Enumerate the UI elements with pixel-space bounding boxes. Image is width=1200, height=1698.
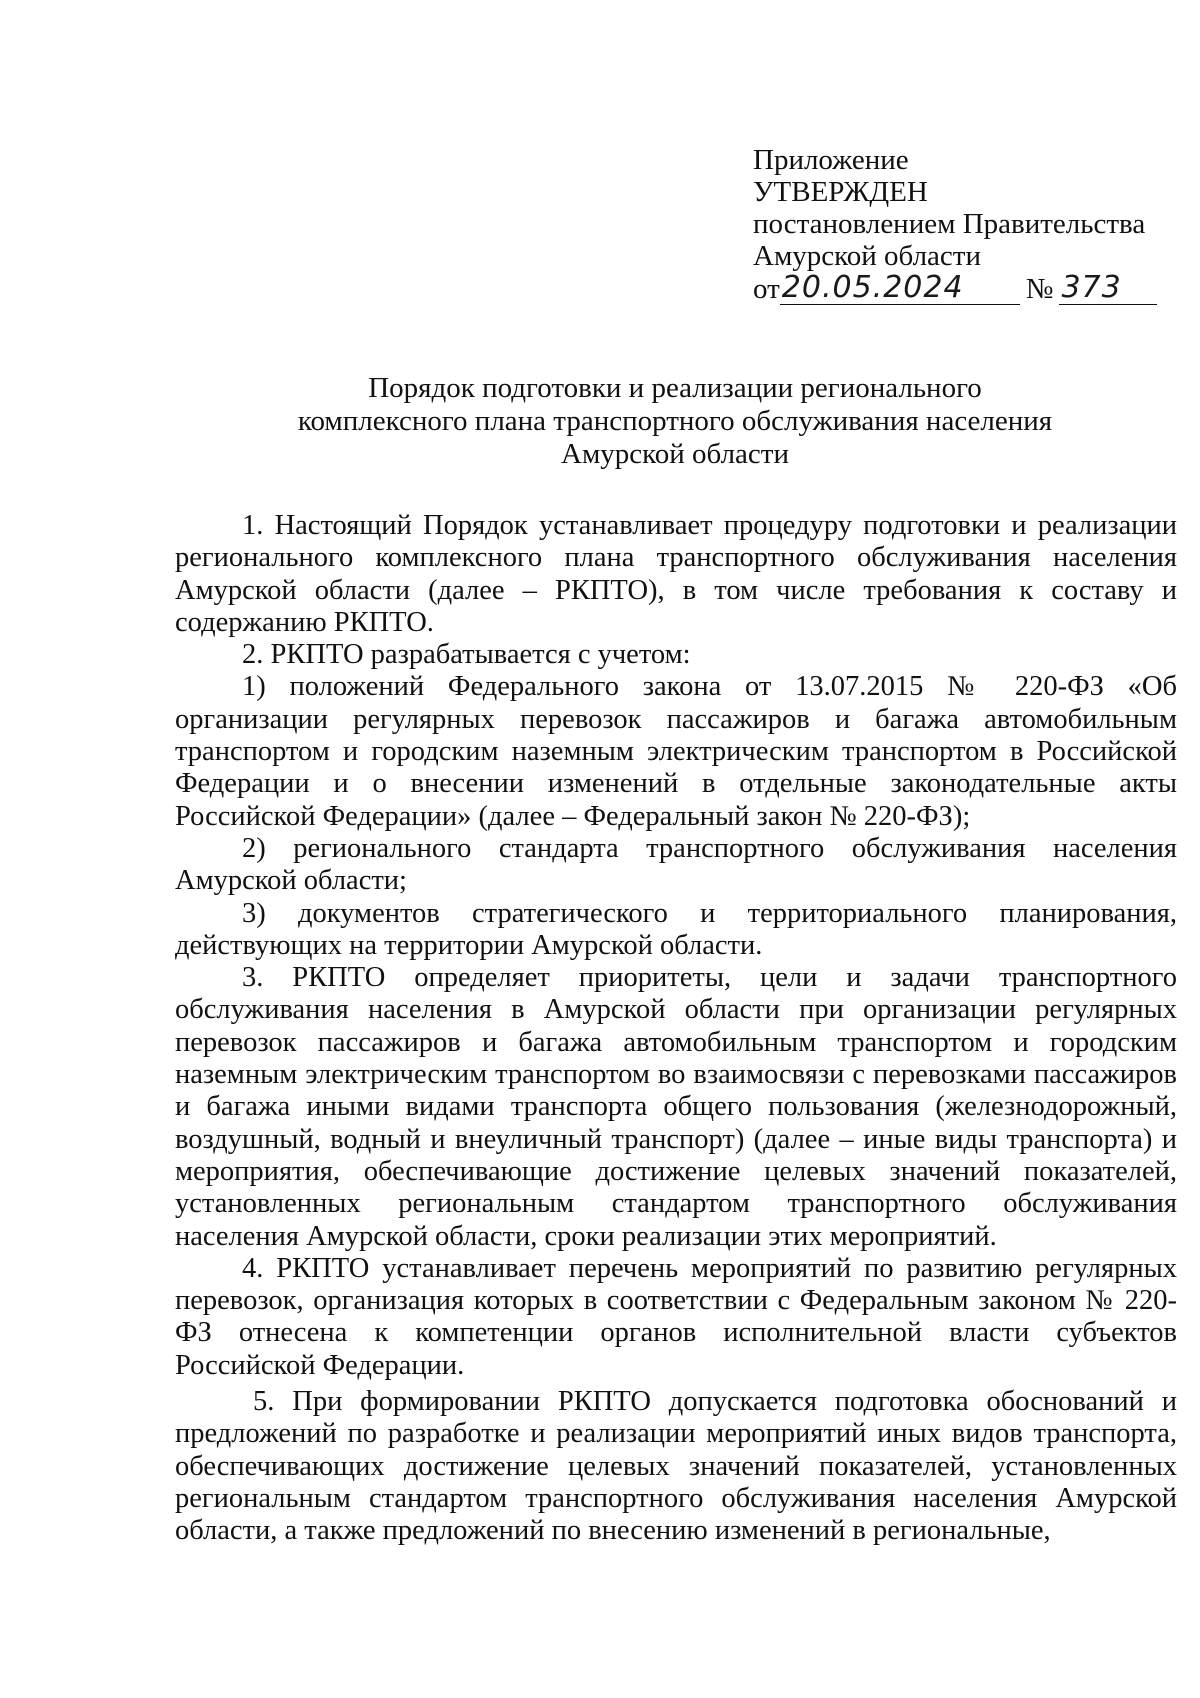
approval-approved-label: УТВЕРЖДЕН <box>753 176 928 208</box>
paragraph-2-item-2: 2) регионального стандарта транспортного обслуживания населения Амурской области; <box>175 832 1177 897</box>
handwritten-date: 20.05.2024 <box>780 272 990 305</box>
paragraph-2-item-3: 3) документов стратегического и территориального планирования, действующих на территории Амурской области. <box>175 897 1177 961</box>
document-body <box>175 510 1177 1548</box>
approval-region: Амурской области <box>753 240 981 272</box>
approval-date-number-line <box>753 272 1157 305</box>
title-line-1: Порядок подготовки и реализации регионального <box>368 372 982 404</box>
title-line-2: комплексного плана транспортного обслуживания населения <box>297 405 1053 437</box>
number-sign: № <box>1025 273 1054 305</box>
document-title <box>175 372 1175 471</box>
paragraph-4: 4. РКПТО устанавливает перечень мероприятий по развитию регулярных перевозок, организация которых в соответствии с Федеральным законом № 220-ФЗ отнесена к компетенции органов исполнительной власти субъектов Российской Федерации. <box>175 1252 1177 1381</box>
paragraph-2-item-1: 1) положений Федерального закона от 13.07.2015 № 220-ФЗ «Об организации регулярных перевозок пассажиров и багажа автомобильным транспортом и городским наземным электрическим транспортом в Российской Федерации и о внесении изменений в отдельные законодательные акты Российской Федерации» (далее – Федеральный закон № 220-ФЗ); <box>175 671 1177 832</box>
paragraph-3: 3. РКПТО определяет приоритеты, цели и задачи транспортного обслуживания населения в Амурской области при организации регулярных перевозок пассажиров и багажа автомобильным транспортом и городским наземным электрическим транспортом во взаимосвязи с перевозками пассажиров и багажа иными видами транспорта общего пользования (железнодорожный, воздушный, водный и внеуличный транспорт) (далее – иные виды транспорта) и мероприятия, обеспечивающие достижение целевых значений показателей, установленных региональным стандартом транспортного обслуживания населения Амурской области, сроки реализации этих мероприятий. <box>175 962 1177 1252</box>
paragraph-5: 5. При формировании РКПТО допускается подготовка обоснований и предложений по разработке и реализации мероприятий иных видов транспорта, обеспечивающих достижение целевых значений показателей, установленных региональным стандартом транспортного обслуживания населения Амурской области, а также предложений по внесению изменений в региональные, <box>175 1386 1177 1547</box>
date-prefix: от <box>753 273 780 305</box>
approval-annex-label: Приложение <box>753 144 909 176</box>
approval-by-resolution: постановлением Правительства <box>753 208 1146 240</box>
handwritten-number: 373 <box>1059 272 1157 305</box>
paragraph-2: 2. РКПТО разрабатывается с учетом: <box>242 639 691 671</box>
approval-block <box>753 144 1157 305</box>
paragraph-1: 1. Настоящий Порядок устанавливает процедуру подготовки и реализации регионального комплексного плана транспортного обслуживания населения Амурской области (далее – РКПТО), в том числе требования к составу и содержанию РКПТО. <box>175 510 1177 638</box>
title-line-3: Амурской области <box>561 438 789 470</box>
underline-gap <box>990 303 1020 305</box>
